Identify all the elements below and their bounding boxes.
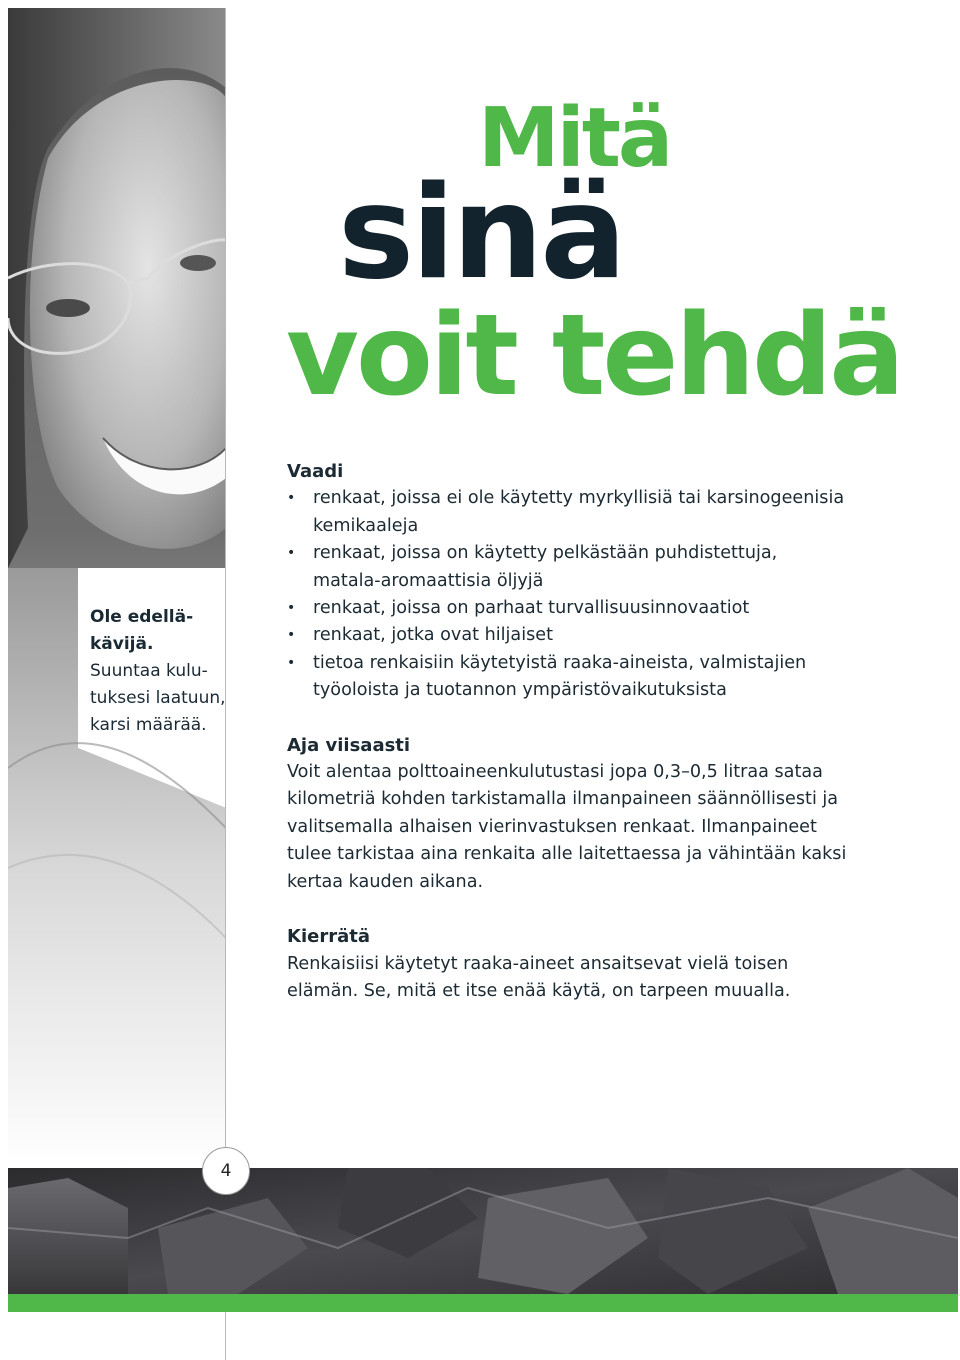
section-title-aja: Aja viisaasti [287, 734, 411, 756]
section-title-kierrata: Kierrätä [287, 926, 370, 948]
section-text-kierrata: Renkaisiisi käytetyt raaka-aineet ansaitsevat vielä toisen elämän. Se, mitä et itse enää käytä, on tarpeen muualla. [287, 953, 791, 1001]
list-item [287, 595, 847, 622]
headline-line-1: Mitä [478, 91, 671, 186]
list-item [287, 622, 847, 649]
page-number-badge [202, 1147, 250, 1195]
list-item-text: renkaat, joissa ei ole käytetty myrkyllisiä tai karsinogeenisia kemikaaleja [313, 488, 845, 536]
vaadi-list [287, 485, 847, 704]
sidebar-note-bold-line: Ole edellä- [90, 607, 194, 627]
list-item-text: tietoa renkaisiin käytetyistä raaka-aineista, valmistajien työoloista ja tuotannon ympäristövaikutuksista [313, 652, 807, 701]
green-strip [8, 1294, 958, 1312]
bullet-icon: • [287, 654, 296, 671]
main-content [287, 458, 847, 1005]
bullet-icon: • [287, 600, 296, 617]
list-item-text: renkaat, joissa on parhaat turvallisuusinnovaatiot [313, 598, 750, 619]
list-item [287, 650, 847, 705]
footer-decorative-band [8, 1168, 958, 1294]
list-item [287, 540, 847, 595]
page-number: 4 [220, 1161, 232, 1181]
bullet-icon: • [287, 490, 296, 507]
list-item-text: renkaat, joissa on käytetty pelkästään puhdistettuja, matala-aromaattisia öljyjä [313, 543, 778, 591]
section-text-aja: Voit alentaa polttoaineenkulutustasi jopa 0,3–0,5 litraa sataa kilometriä kohden tarkistamalla ilmanpaineen säännöllisesti ja valitsemalla alhaisen vierinvastuksen renkaat. Ilmanpaineet tulee tarkistaa aina renkaita alle laitettaessa ja vähintään kaksi kertaa kauden aikana. [287, 762, 847, 892]
list-item-text: renkaat, jotka ovat hiljaiset [313, 625, 553, 646]
bullet-icon: • [287, 627, 296, 644]
sidebar-note-bold-line: kävijä. [90, 634, 154, 654]
bullet-icon: • [287, 545, 296, 562]
headline [0, 0, 960, 460]
sidebar-note-line: karsi määrää. [90, 715, 207, 735]
sidebar-note [90, 604, 230, 739]
headline-line-3: voit tehdä [286, 291, 902, 421]
sidebar-note-line: tuksesi laatuun, [90, 688, 226, 708]
section-title-vaadi: Vaadi [287, 461, 344, 482]
sidebar-note-line: Suuntaa kulu- [90, 661, 208, 681]
headline-line-2: sinä [338, 159, 624, 308]
list-item [287, 485, 847, 540]
